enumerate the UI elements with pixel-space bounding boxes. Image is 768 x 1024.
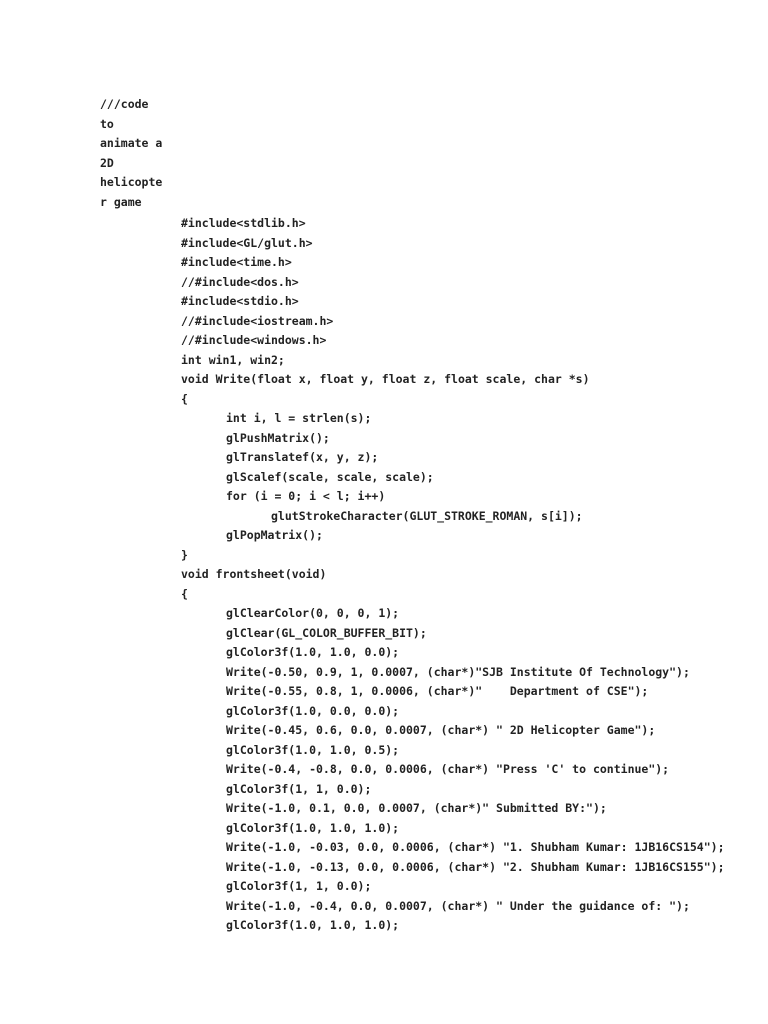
heading-line: 2D (100, 155, 114, 170)
code-line: glColor3f(1, 1, 0.0); (226, 781, 372, 796)
heading-line: r game (100, 194, 142, 209)
code-line: Write(-0.45, 0.6, 0.0, 0.0007, (char*) " 2D Helicopter Game"); (226, 723, 656, 737)
code-line: glColor3f(1.0, 0.0, 0.0); (226, 703, 400, 718)
code-line: int win1, win2; (181, 352, 285, 367)
code-line: Write(-1.0, 0.1, 0.0, 0.0007, (char*)" Submitted BY:"); (226, 801, 607, 815)
code-line: void frontsheet(void) (181, 567, 327, 581)
code-line: //#include<dos.h> (181, 274, 299, 289)
code-line: Write(-0.55, 0.8, 1, 0.0006, (char*)" Department of CSE"); (226, 684, 649, 698)
code-line: } (181, 547, 188, 562)
code-line: #include<GL/glut.h> (181, 235, 313, 250)
code-line: glutStrokeCharacter(GLUT_STROKE_ROMAN, s[i]); (271, 508, 583, 523)
code-line: Write(-1.0, -0.13, 0.0, 0.0006, (char*) "2. Shubham Kumar: 1JB16CS155"); (226, 859, 725, 874)
code-line: { (181, 586, 188, 601)
code-line: glPopMatrix(); (226, 528, 323, 542)
document-heading (100, 95, 170, 212)
heading-line: helicopte (100, 175, 163, 189)
code-line: Write(-1.0, -0.4, 0.0, 0.0007, (char*) " Under the guidance of: "); (226, 898, 690, 913)
code-line: Write(-1.0, -0.03, 0.0, 0.0006, (char*) "1. Shubham Kumar: 1JB16CS154"); (226, 840, 725, 854)
code-line: #include<time.h> (181, 255, 292, 269)
code-block (181, 214, 725, 936)
code-line: glColor3f(1.0, 1.0, 1.0); (226, 820, 400, 835)
code-line: glPushMatrix(); (226, 430, 330, 445)
code-line: glColor3f(1, 1, 0.0); (226, 879, 372, 893)
code-line: void Write(float x, float y, float z, float scale, char *s) (181, 372, 590, 386)
code-line: glColor3f(1.0, 1.0, 0.0); (226, 645, 400, 659)
code-line: glTranslatef(x, y, z); (226, 450, 379, 464)
code-line: { (181, 391, 188, 406)
code-line: //#include<iostream.h> (181, 313, 334, 328)
code-line: #include<stdlib.h> (181, 216, 306, 230)
heading-line: ///code (100, 97, 149, 111)
heading-line: animate a (100, 136, 163, 150)
code-line: Write(-0.4, -0.8, 0.0, 0.0006, (char*) "Press 'C' to continue"); (226, 762, 670, 776)
code-line: glColor3f(1.0, 1.0, 0.5); (226, 742, 400, 757)
code-line: glClear(GL_COLOR_BUFFER_BIT); (226, 625, 427, 640)
code-line: glClearColor(0, 0, 0, 1); (226, 606, 400, 620)
code-line: glColor3f(1.0, 1.0, 1.0); (226, 918, 400, 932)
code-line: #include<stdio.h> (181, 294, 299, 308)
code-line: Write(-0.50, 0.9, 1, 0.0007, (char*)"SJB Institute Of Technology"); (226, 664, 690, 679)
heading-line: to (100, 116, 114, 131)
code-line: for (i = 0; i < l; i++) (226, 489, 386, 503)
code-line: //#include<windows.h> (181, 333, 327, 347)
code-line: glScalef(scale, scale, scale); (226, 469, 434, 484)
code-line: int i, l = strlen(s); (226, 411, 372, 425)
